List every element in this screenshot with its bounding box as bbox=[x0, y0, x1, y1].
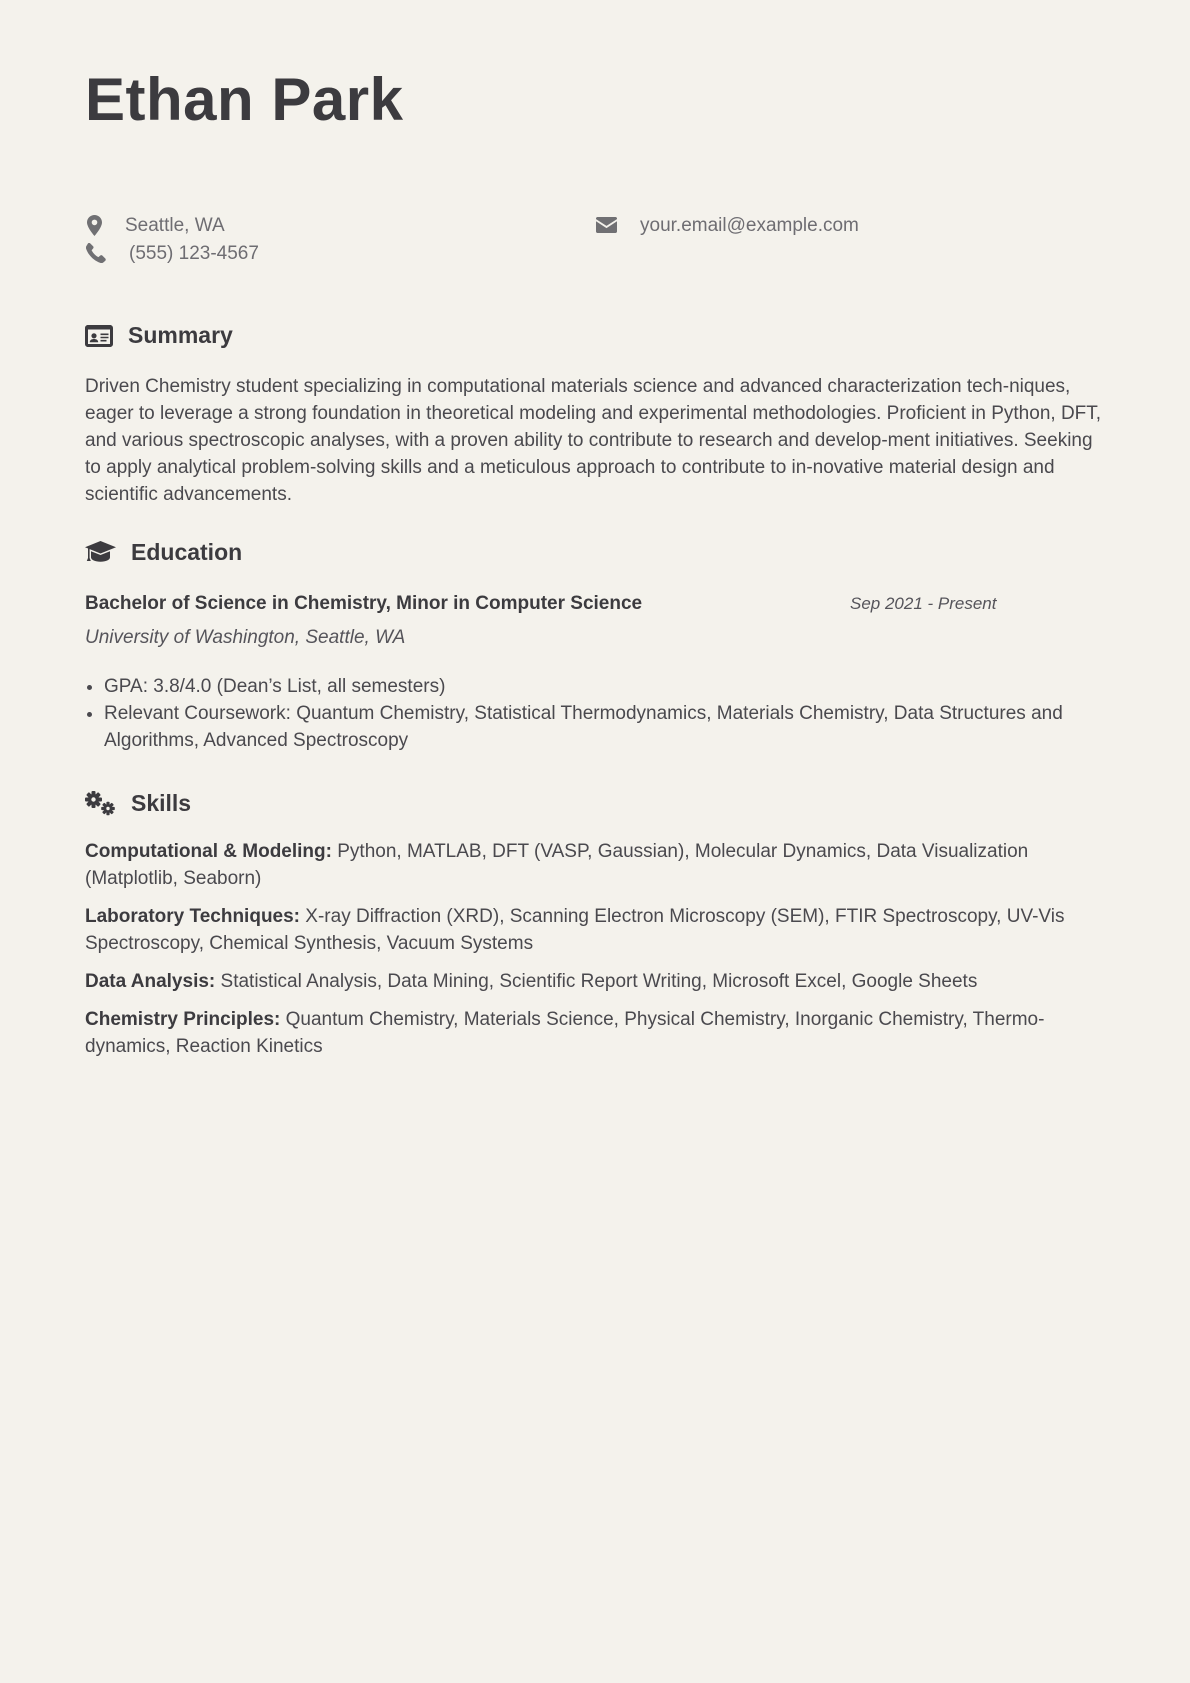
summary-heading bbox=[85, 324, 233, 347]
envelope-icon bbox=[595, 214, 617, 236]
skill-text: X-ray Diffraction (XRD), Scanning Electron Microscopy (SEM), FTIR Spectroscopy, UV-Vis Spectroscopy, Chemical Synthesis, Vacuum Systems bbox=[85, 906, 1065, 954]
skill-row-chemistry bbox=[85, 1006, 1105, 1060]
skill-label: Chemistry Principles: bbox=[85, 1009, 281, 1030]
education-heading bbox=[85, 541, 242, 564]
summary-heading-text: Summary bbox=[128, 322, 233, 348]
contact-email-text[interactable]: your.email@example.com bbox=[640, 214, 859, 236]
skill-label: Laboratory Techniques: bbox=[85, 906, 301, 927]
contact-phone-text[interactable]: (555) 123-4567 bbox=[129, 242, 259, 264]
skill-text: Python, MATLAB, DFT (VASP, Gaussian), Molecular Dynamics, Data Visualization (Matplotlib, Seaborn) bbox=[85, 841, 1029, 889]
school-name: University of Washington, Seattle, WA bbox=[85, 627, 406, 648]
education-heading-text: Education bbox=[131, 539, 243, 565]
gears-icon bbox=[85, 791, 131, 816]
skill-text: Quantum Chemistry, Materials Science, Physical Chemistry, Inorganic Chemistry, Thermo-dynamics, Reaction Kinetics bbox=[85, 1009, 1045, 1057]
contact-phone[interactable] bbox=[85, 242, 259, 264]
phone-icon bbox=[85, 242, 107, 264]
skill-row-data-analysis bbox=[85, 968, 1105, 995]
skill-text: Statistical Analysis, Data Mining, Scientific Report Writing, Microsoft Excel, Google Sheets bbox=[215, 971, 978, 992]
skill-label: Computational & Modeling: bbox=[85, 841, 332, 862]
education-bullets bbox=[85, 673, 1105, 754]
contact-email[interactable] bbox=[595, 214, 859, 236]
candidate-name: Ethan Park bbox=[85, 66, 404, 133]
skill-row-laboratory bbox=[85, 903, 1105, 957]
graduation-cap-icon bbox=[85, 541, 131, 564]
skills-heading bbox=[85, 791, 191, 816]
map-marker-icon bbox=[85, 214, 103, 236]
education-dates: Sep 2021 - Present bbox=[850, 594, 997, 613]
skill-label: Data Analysis: bbox=[85, 971, 216, 992]
list-item: Relevant Coursework: Quantum Chemistry, Statistical Thermodynamics, Materials Chemistry, Data Structures and Algorithms, Advanced Spectroscopy bbox=[85, 700, 1105, 754]
contact-location-text: Seattle, WA bbox=[125, 214, 225, 236]
list-item: GPA: 3.8/4.0 (Dean’s List, all semesters) bbox=[85, 673, 1105, 700]
skills-heading-text: Skills bbox=[131, 790, 192, 816]
degree-title: Bachelor of Science in Chemistry, Minor in Computer Science bbox=[85, 593, 643, 614]
skill-row-computational bbox=[85, 838, 1105, 892]
summary-text: Driven Chemistry student specializing in computational materials science and advanced characterization tech-niques, eager to leverage a strong foundation in theoretical modeling and experimental methodologies. Proficient in Python, DFT, and various spectroscopic analyses, with a proven ability to contribute to research and develop-ment initiatives. Seeking to apply analytical problem-solving skills and a meticulous approach to contribute to in-novative material design and scientific advancements. bbox=[85, 376, 1102, 505]
contact-location bbox=[85, 214, 225, 236]
id-card-icon bbox=[85, 325, 128, 347]
